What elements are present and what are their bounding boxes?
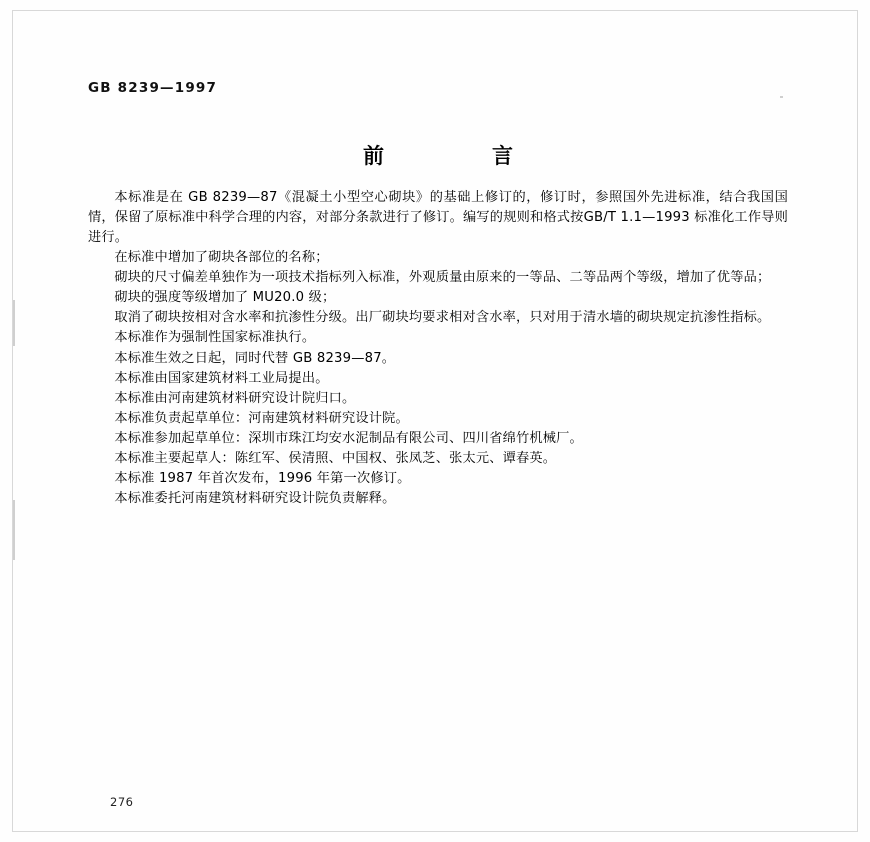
paragraph: 本标准负责起草单位：河南建筑材料研究设计院。 (114, 410, 409, 426)
paragraph: 本标准由国家建筑材料工业局提出。 (114, 370, 329, 386)
page-number: 276 (110, 795, 134, 809)
paragraph: 本标准委托河南建筑材料研究设计院负责解释。 (114, 490, 396, 506)
paragraph: 本标准参加起草单位：深圳市珠江均安水泥制品有限公司、四川省绵竹机械厂。 (114, 430, 583, 446)
standard-number: GB 8239—1997 (88, 80, 218, 96)
paragraph: 在标准中增加了砌块各部位的名称； (114, 250, 329, 266)
page-title: 前 言 (363, 144, 535, 168)
paragraph: 本标准由河南建筑材料研究设计院归口。 (114, 390, 356, 406)
paragraph: 砌块的尺寸偏差单独作为一项技术指标列入标准，外观质量由原来的一等品、二等品两个等级，增加了优等品； (114, 270, 771, 286)
paragraph: 本标准主要起草人：陈红军、侯清照、中国权、张凤芝、张太元、谭春英。 (114, 450, 557, 466)
scan-speck (13, 500, 15, 560)
paragraph: 取消了砌块按相对含水率和抗渗性分级。出厂砌块均要求相对含水率，只对用于清水墙的砌块规定抗渗性指标。 (114, 310, 771, 326)
foreword-body (88, 188, 788, 509)
page-content (88, 80, 788, 509)
paragraph: 砌块的强度等级增加了 MU20.0 级； (114, 290, 336, 306)
paragraph: 本标准作为强制性国家标准执行。 (114, 330, 316, 346)
scan-speck (13, 300, 15, 346)
paragraph: 本标准生效之日起，同时代替 GB 8239—87。 (114, 350, 396, 366)
paragraph: 本标准 1987 年首次发布，1996 年第一次修订。 (114, 470, 411, 486)
paragraph: 本标准是在 GB 8239—87《混凝土小型空心砌块》的基础上修订的，修订时，参照国外先进标准，结合我国国情，保留了原标准中科学合理的内容，对部分条款进行了修订。编写的规则和格式按GB/T 1.1—1993 标准化工作导则进行。 (88, 190, 788, 246)
